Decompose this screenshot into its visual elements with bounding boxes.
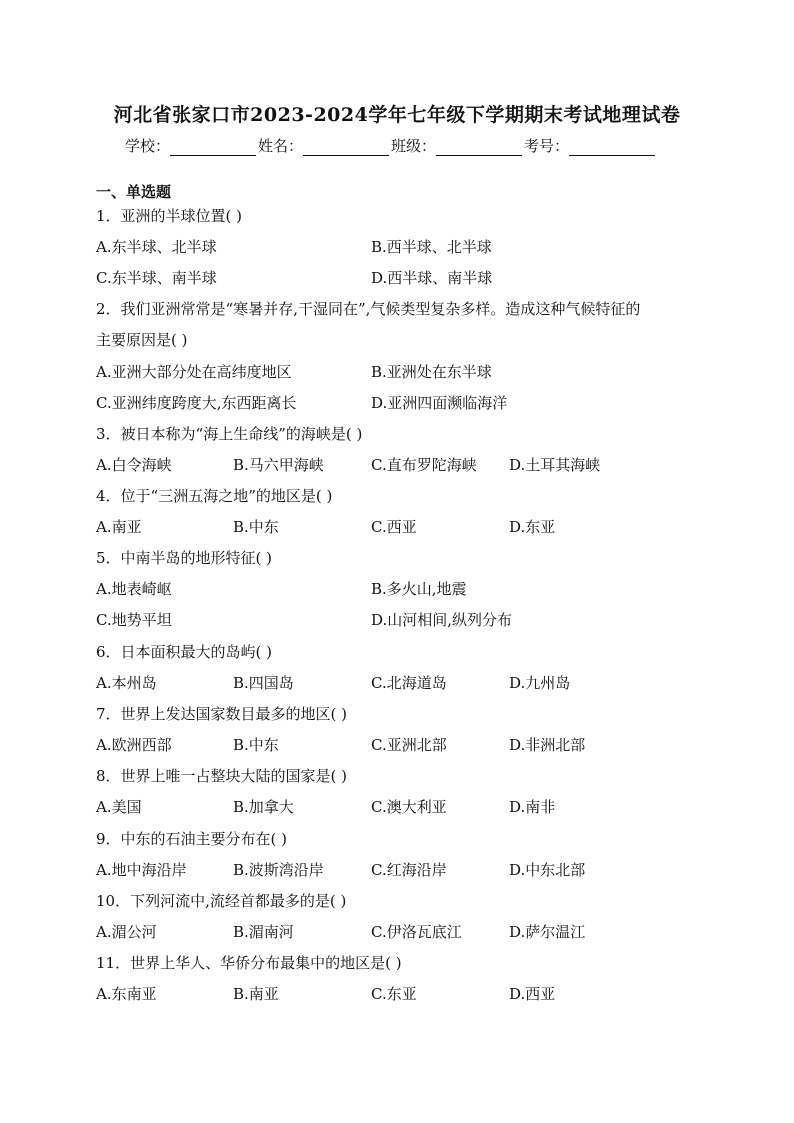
option: B.南亚 — [233, 985, 279, 1003]
option: D.九州岛 — [509, 674, 571, 692]
question-stem: 7．世界上发达国家数目最多的地区( ) — [96, 705, 348, 723]
question-stem: 3．被日本称为“海上生命线”的海峡是( ) — [96, 425, 363, 443]
name-blank[interactable] — [303, 139, 389, 156]
question-stem: 6．日本面积最大的岛屿( ) — [96, 643, 273, 661]
option: C.澳大利亚 — [371, 798, 447, 816]
option: A.美国 — [96, 798, 142, 816]
option: A.欧洲西部 — [96, 736, 172, 754]
option: D.山河相间,纵列分布 — [371, 611, 513, 629]
option: B.多火山,地震 — [371, 580, 467, 598]
option: D.非洲北部 — [509, 736, 586, 754]
option: A.白令海峡 — [96, 456, 172, 474]
option: D.西亚 — [509, 985, 556, 1003]
question-stem: 5．中南半岛的地形特征( ) — [96, 549, 273, 567]
class-blank[interactable] — [436, 139, 522, 156]
class-label: 班级： — [391, 137, 437, 155]
option: C.地势平坦 — [96, 611, 172, 629]
question-stem: 11．世界上华人、华侨分布最集中的地区是( ) — [96, 954, 402, 972]
question-stem: 1．亚洲的半球位置( ) — [96, 207, 243, 225]
option: A.南亚 — [96, 518, 142, 536]
question-stem: 2．我们亚洲常常是“寒暑并存,干湿同在”,气候类型复杂多样。造成这种气候特征的 — [96, 300, 641, 318]
question-stem: 9．中东的石油主要分布在( ) — [96, 830, 288, 848]
question-stem: 10．下列河流中,流经首都最多的是( ) — [96, 892, 347, 910]
option: B.中东 — [233, 736, 279, 754]
exam-title: 河北省张家口市2023-2024学年七年级下学期期末考试地理试卷 — [113, 104, 681, 126]
option: D.亚洲四面濒临海洋 — [371, 394, 508, 412]
option: C.西亚 — [371, 518, 417, 536]
option: A.地表崎岖 — [96, 580, 172, 598]
student-info-line — [125, 135, 657, 156]
option: B.加拿大 — [233, 798, 294, 816]
option: B.马六甲海峡 — [233, 456, 324, 474]
section-title: 一、单选题 — [96, 183, 172, 201]
option: A.地中海沿岸 — [96, 861, 187, 879]
option: A.亚洲大部分处在高纬度地区 — [96, 363, 292, 381]
option: C.红海沿岸 — [371, 861, 447, 879]
option: B.湄南河 — [233, 923, 294, 941]
question-stem: 8．世界上唯一占整块大陆的国家是( ) — [96, 767, 348, 785]
option: C.东亚 — [371, 985, 417, 1003]
exam-number-blank[interactable] — [569, 139, 655, 156]
name-label: 姓名： — [258, 137, 304, 155]
option: C.亚洲北部 — [371, 736, 447, 754]
option: B.西半球、北半球 — [371, 238, 492, 256]
option: B.波斯湾沿岸 — [233, 861, 324, 879]
option: B.四国岛 — [233, 674, 294, 692]
option: D.中东北部 — [509, 861, 586, 879]
option: D.西半球、南半球 — [371, 269, 493, 287]
option: A.东半球、北半球 — [96, 238, 217, 256]
school-blank[interactable] — [170, 139, 256, 156]
option: C.北海道岛 — [371, 674, 447, 692]
school-label: 学校： — [125, 137, 171, 155]
option: A.湄公河 — [96, 923, 157, 941]
question-stem: 4．位于“三洲五海之地”的地区是( ) — [96, 487, 333, 505]
option: B.中东 — [233, 518, 279, 536]
option: A.东南亚 — [96, 985, 157, 1003]
option: D.土耳其海峡 — [509, 456, 601, 474]
option: D.东亚 — [509, 518, 556, 536]
exam-number-label: 考号： — [524, 137, 570, 155]
option: A.本州岛 — [96, 674, 157, 692]
option: C.伊洛瓦底江 — [371, 923, 462, 941]
option: C.亚洲纬度跨度大,东西距离长 — [96, 394, 297, 412]
option: B.亚洲处在东半球 — [371, 363, 492, 381]
option: D.萨尔温江 — [509, 923, 586, 941]
question-stem-continued: 主要原因是( ) — [96, 331, 188, 349]
option: C.直布罗陀海峡 — [371, 456, 477, 474]
option: D.南非 — [509, 798, 556, 816]
option: C.东半球、南半球 — [96, 269, 217, 287]
